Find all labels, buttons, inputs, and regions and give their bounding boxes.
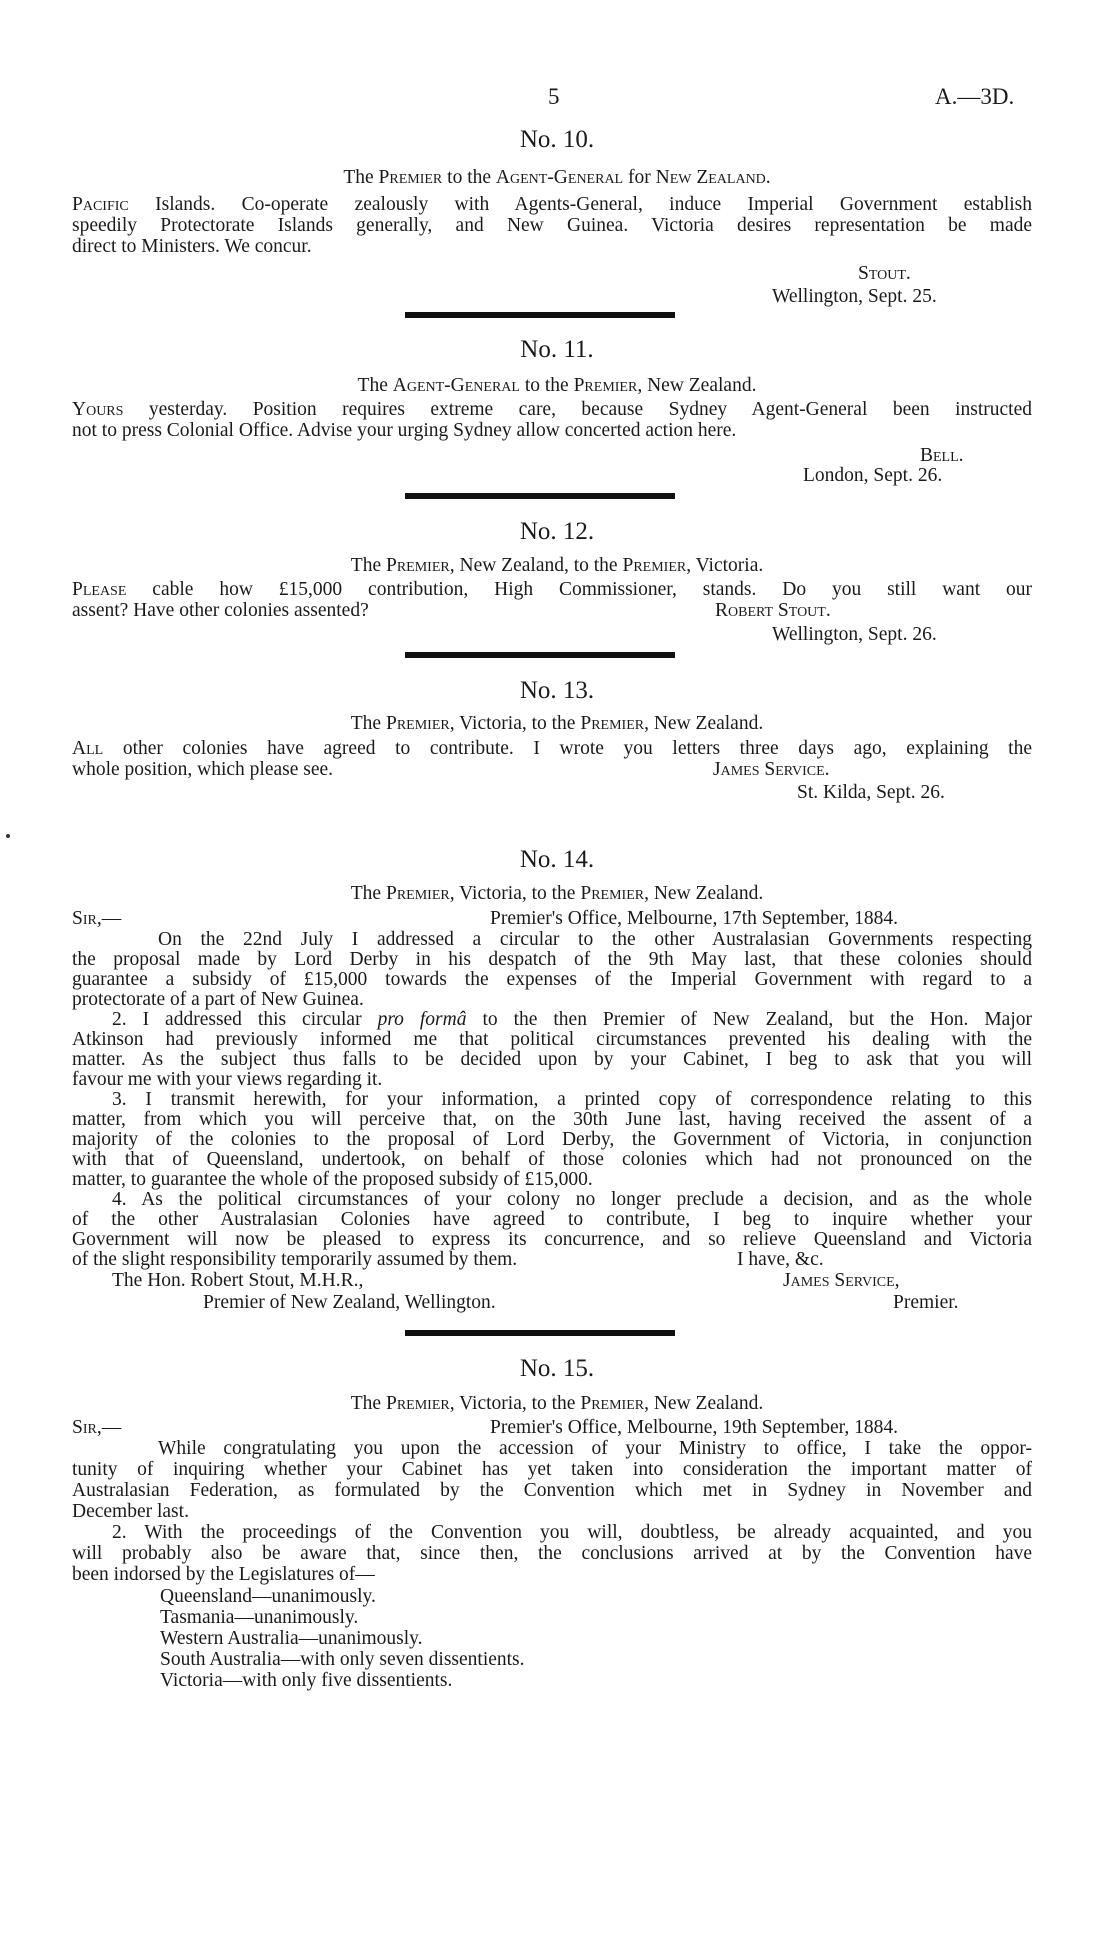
section-rule [405,493,675,499]
doc-14-p1-line-2: the proposal made by Lord Derby in his despatch of the 9th May last, that these colonies should [72,949,1032,970]
section-rule [405,312,675,318]
doc-15-salutation: Sir,— [72,1417,122,1438]
doc-10-line-3: direct to Ministers. We concur. [72,236,312,257]
doc-12-line-2: assent? Have other colonies assented? [72,600,369,621]
doc-15-p2-line-3: been indorsed by the Legislatures of— [72,1564,375,1585]
scan-speck [6,834,10,838]
doc-11-signature: Bell. [920,445,964,466]
doc-15-heading: The Premier, Victoria, to the Premier, New Zealand. [350,1393,764,1414]
doc-15-p1-line-3: Australasian Federation, as formulated by the Convention which met in Sydney in November and [72,1480,1032,1501]
doc-13-number: No. 13. [519,677,595,704]
doc-12-number: No. 12. [519,518,595,545]
doc-14-p3-line-2: matter, from which you will perceive that, on the 30th June last, having received the assent of a [72,1109,1032,1130]
doc-10-heading: The Premier to the Agent-General for New Zealand. [343,167,771,188]
section-rule [405,652,675,658]
doc-15-p1-line-4: December last. [72,1501,189,1522]
doc-13-signature: James Service. [713,759,830,780]
doc-14-p3-line-1: 3. I transmit herewith, for your information, a printed copy of correspondence relating to this [112,1089,1032,1110]
doc-14-p1-line-3: guarantee a subsidy of £15,000 towards the expenses of the Imperial Government with regard to a [72,969,1032,990]
doc-11-line-1: Yours yesterday. Position requires extreme care, because Sydney Agent-General been instructed [72,399,1032,420]
doc-15-list-item: Western Australia—unanimously. [160,1628,423,1649]
doc-10-line-2: speedily Protectorate Islands generally, and New Guinea. Victoria desires representation be made [72,215,1032,236]
doc-11-number: No. 11. [520,336,594,363]
doc-14-p2-line-2: Atkinson had previously informed me that political circumstances prevented his dealing with the [72,1029,1032,1050]
doc-10-signature: Stout. [858,263,911,284]
doc-14-signature: James Service, [783,1270,900,1291]
doc-12-signature: Robert Stout. [715,600,831,621]
doc-14-dateline: Premier's Office, Melbourne, 17th September, 1884. [490,908,898,929]
doc-15-p1-line-1: While congratulating you upon the accession of your Ministry to office, I take the oppor- [158,1438,1032,1459]
doc-14-salutation: Sir,— [72,908,122,929]
doc-10-line-1: Pacific Islands. Co-operate zealously with Agents-General, induce Imperial Government establish [72,194,1032,215]
doc-15-dateline: Premier's Office, Melbourne, 19th September, 1884. [490,1417,898,1438]
doc-15-p2-line-2: will probably also be aware that, since then, the conclusions arrived at by the Convention have [72,1543,1032,1564]
doc-11-heading: The Agent-General to the Premier, New Zealand. [357,375,757,396]
doc-14-p3-line-5: matter, to guarantee the whole of the proposed subsidy of £15,000. [72,1169,593,1190]
doc-14-number: No. 14. [519,846,595,873]
doc-14-p1-line-4: protectorate of a part of New Guinea. [72,989,364,1010]
doc-15-number: No. 15. [519,1355,595,1382]
doc-14-signatory-title: Premier. [893,1292,959,1313]
doc-11-place-date: London, Sept. 26. [803,465,943,486]
page-number: 5 [548,84,560,109]
doc-14-p2-line-4: favour me with your views regarding it. [72,1069,383,1090]
doc-14-p3-line-3: majority of the colonies to the proposal of Lord Derby, the Government of Victoria, in conjunction [72,1129,1032,1150]
doc-12-line-1: Please cable how £15,000 contribution, High Commissioner, stands. Do you still want our [72,579,1033,600]
doc-13-line-1: All other colonies have agreed to contribute. I wrote you letters three days ago, explaining the [72,738,1033,759]
doc-10-number: No. 10. [519,126,595,153]
doc-14-p1-line-1: On the 22nd July I addressed a circular to the other Australasian Governments respecting [158,929,1032,950]
doc-14-p4-line-1: 4. As the political circumstances of your colony no longer preclude a decision, and as the whole [112,1189,1032,1210]
doc-14-p2-line-3: matter. As the subject thus falls to be decided upon by your Cabinet, I beg to ask that you will [72,1049,1032,1070]
doc-12-place-date: Wellington, Sept. 26. [772,624,937,645]
doc-14-p4-line-2: of the other Australasian Colonies have agreed to contribute, I beg to inquire whether your [72,1209,1032,1230]
doc-13-heading: The Premier, Victoria, to the Premier, New Zealand. [350,713,764,734]
doc-14-addressee: The Hon. Robert Stout, M.H.R., [112,1270,364,1291]
document-reference: A.—3D. [935,84,1015,109]
doc-14-p4-line-3: Government will now be pleased to express its concurrence, and so relieve Queensland and Victoria [72,1229,1032,1250]
doc-15-list-item: Queensland—unanimously. [160,1586,376,1607]
section-rule [405,1330,675,1336]
doc-14-p2-line-1: 2. I addressed this circular pro formâ to the then Premier of New Zealand, but the Hon. Major [112,1009,1032,1030]
doc-12-heading: The Premier, New Zealand, to the Premier, Victoria. [350,555,764,576]
doc-13-line-2: whole position, which please see. [72,759,334,780]
doc-15-p1-line-2: tunity of inquiring whether your Cabinet has yet taken into consideration the important matter of [72,1459,1032,1480]
doc-14-closing: I have, &c. [737,1249,824,1270]
doc-15-list-item: South Australia—with only seven dissentients. [160,1649,525,1670]
doc-10-place-date: Wellington, Sept. 25. [772,286,937,307]
doc-14-addressee-title: Premier of New Zealand, Wellington. [203,1292,496,1313]
doc-13-place-date: St. Kilda, Sept. 26. [797,782,945,803]
doc-15-list-item: Victoria—with only five dissentients. [160,1670,453,1691]
doc-15-p2-line-1: 2. With the proceedings of the Convention you will, doubtless, be already acquainted, and you [112,1522,1032,1543]
doc-14-heading: The Premier, Victoria, to the Premier, New Zealand. [350,883,764,904]
doc-11-line-2: not to press Colonial Office. Advise your urging Sydney allow concerted action here. [72,420,737,441]
doc-15-list-item: Tasmania—unanimously. [160,1607,359,1628]
doc-14-p3-line-4: with that of Queensland, undertook, on behalf of those colonies which had not pronounced on the [72,1149,1032,1170]
doc-14-p4-line-4: of the slight responsibility temporarily assumed by them. [72,1249,518,1270]
